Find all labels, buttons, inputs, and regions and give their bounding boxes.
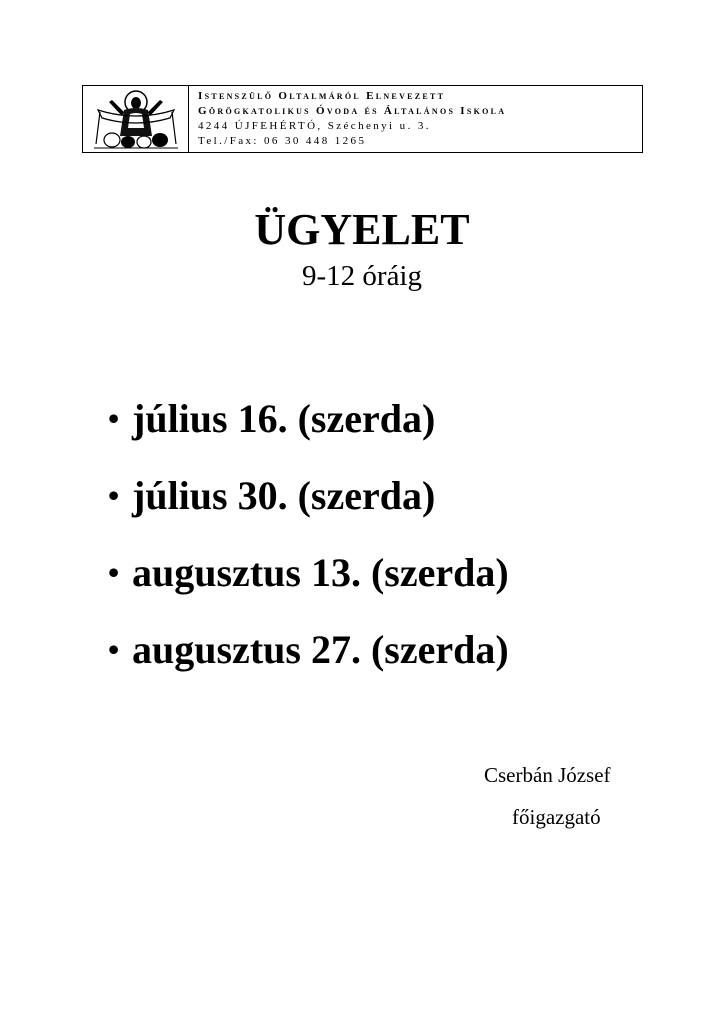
school-address: 4244 ÚJFEHÉRTÓ, Széchenyi u. 3. xyxy=(198,120,431,132)
duty-date-text: augusztus 13. (szerda) xyxy=(132,550,509,595)
signer-role: főigazgató xyxy=(512,805,601,829)
school-name-line2: Görögkatolikus Óvoda és Általános Iskola xyxy=(198,105,507,117)
bullet-icon: • xyxy=(108,631,120,667)
duty-date-text: július 30. (szerda) xyxy=(132,473,436,518)
bullet-icon: • xyxy=(108,554,120,590)
school-logo xyxy=(83,86,189,152)
signer-name: Cserbán József xyxy=(484,763,611,787)
school-info xyxy=(189,86,506,152)
bullet-icon: • xyxy=(108,477,120,513)
school-phone: Tel./Fax: 06 30 448 1265 xyxy=(198,135,367,147)
icon-image-logo xyxy=(90,88,182,150)
page-subtitle: 9-12 óráig xyxy=(302,260,422,292)
duty-date-list xyxy=(108,380,509,688)
list-item xyxy=(108,534,509,611)
duty-date-text: augusztus 27. (szerda) xyxy=(132,627,509,672)
school-name-line1: Istenszülő Oltalmáról Elnevezett xyxy=(198,90,446,102)
list-item xyxy=(108,611,509,688)
list-item xyxy=(108,457,509,534)
page-title: ÜGYELET xyxy=(254,205,470,254)
duty-date-text: július 16. (szerda) xyxy=(132,396,436,441)
list-item xyxy=(108,380,509,457)
bullet-icon: • xyxy=(108,400,120,436)
letterhead xyxy=(82,85,643,153)
